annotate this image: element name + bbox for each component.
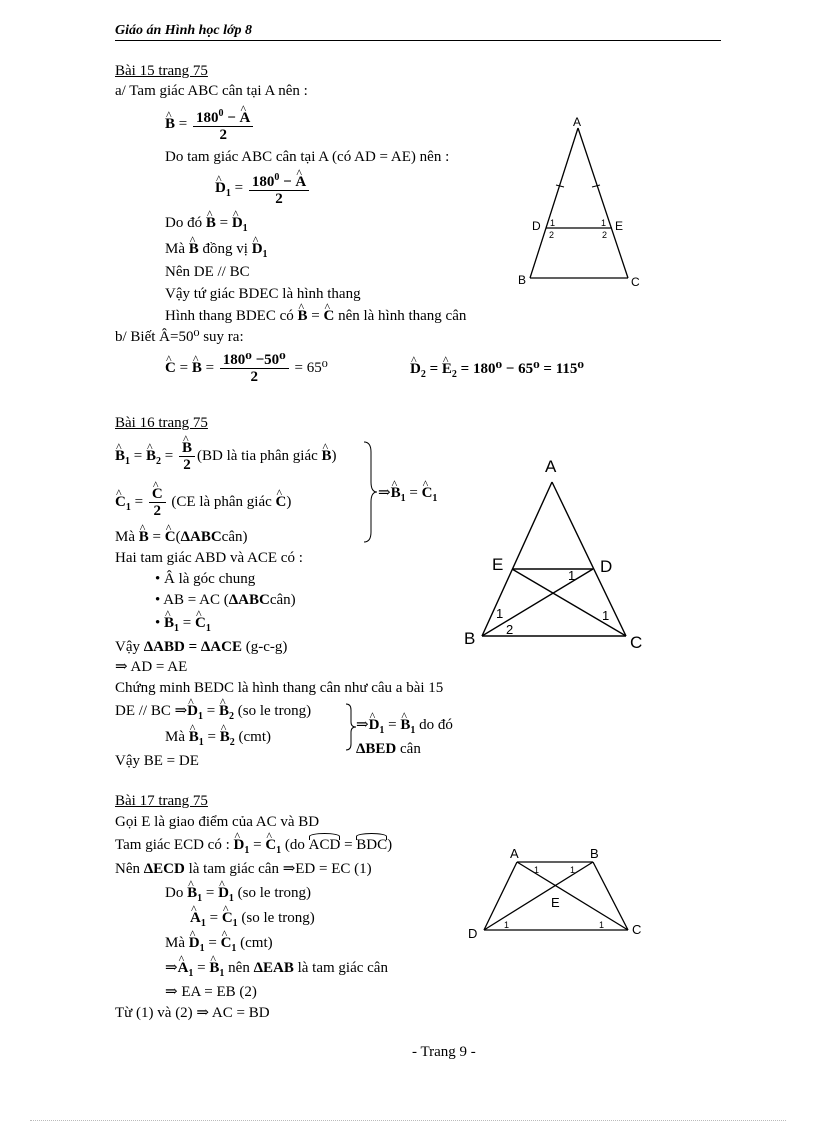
label-C: C (631, 275, 640, 289)
bai15-line8: Vậy tứ giác BDEC là hình thang (165, 286, 361, 302)
bai16-l3a: Mà (115, 529, 135, 545)
bai15-calc2-text: = 180⁰ − 65⁰ = 115⁰ (460, 361, 584, 377)
bai15-calc1-num: 180⁰ −50⁰ (220, 352, 289, 369)
label-D: D (600, 557, 613, 576)
label-A: A (545, 457, 557, 476)
bai16-line2: ^ $C_1$ = ^ $\frac{C}{2}$ (CE là phân giác ^ C) (115, 486, 291, 519)
bai15-line3: Do tam giác ABC cân tại A (có AD = AE) nên : (165, 149, 450, 165)
bai16-l7a: Vậy (115, 639, 140, 655)
label-B: B (464, 629, 476, 648)
label-E: E (615, 219, 624, 233)
bai17-l4a: Do (165, 885, 184, 901)
bai16-line7 (115, 638, 287, 656)
label-B: B (518, 273, 527, 287)
angle-E1: 1 (601, 218, 607, 228)
bai16-b2tri: ΔABC (228, 592, 270, 608)
bai17-l7tri: ΔEAB (253, 960, 294, 976)
arc-ACD: ACD (308, 837, 341, 853)
bai16-b2b: cân) (269, 592, 296, 608)
bai17-l7c: là tam giác cân (297, 960, 388, 976)
bai17-line2: Tam giác ECD có : ^ $D_1$ = ^ $C_1$ (do ACD = BDC) (115, 836, 392, 860)
angle-C1: 1 (599, 920, 605, 930)
bai15-title: Bài 15 trang 75 (115, 63, 208, 79)
segment-BD (482, 569, 593, 636)
bai16-line8: ⇒ AD = AE (115, 659, 188, 675)
bai16-brace2-result2 (356, 740, 421, 758)
bai17-line5: ^ $A_1$ = ^ $C_1$ (so le trong) (190, 909, 315, 933)
bai16-l7b: (g-c-g) (245, 639, 288, 655)
side-AC (552, 482, 626, 636)
bai16-l2-text: (CE là phân giác (171, 493, 272, 510)
bai16-line11: Mà ^ $B_1$ = ^ $B_2$ (cmt) (165, 728, 271, 752)
bai15-calc1-res: = 65⁰ (294, 359, 328, 376)
angle-D2: 2 (549, 230, 555, 240)
bai16-l11a: Mà (165, 729, 185, 745)
bai17-l3tri: ΔECD (143, 861, 185, 877)
bai16-line4: Hai tam giác ABD và ACE có : (115, 550, 303, 566)
bai15-l9a: Hình thang BDEC có (165, 308, 294, 324)
bai16-line10: DE // BC ⇒^ $D_1$ = ^ $B_2$ (so le trong) (115, 702, 311, 726)
label-A: A (510, 846, 519, 861)
angle-B2: 2 (506, 622, 514, 637)
bai16-figure (460, 452, 660, 652)
bai17-l7b: nên (228, 960, 250, 976)
bai16-l3-tri: ΔABC (180, 529, 222, 545)
bai15-formula-D1: ^ $D_1$ = $\frac{180^0 - \^{} A}{2}$ (215, 170, 311, 207)
bai16-bullet3: • ^ $B_1$ = ^ $C_1$ (155, 614, 211, 638)
label-E: E (492, 555, 504, 574)
bai17-l5b: (so le trong) (241, 910, 315, 926)
bai16-l7tri: ΔABD = ΔACE (143, 639, 242, 655)
bai17-title: Bài 17 trang 75 (115, 793, 208, 809)
tick-AE (592, 185, 600, 187)
bai16-brace2-result: ⇒^ $D_1$ = ^ $B_1$ do đó (356, 716, 453, 740)
label-B: B (590, 846, 599, 861)
bai15-calc2: ^ $D_2$ = ^ $E_2 = 180^0 - 65^0 = 115^0$ (410, 360, 584, 384)
bai17-line1: Gọi E là giao điểm của AC và BD (115, 814, 320, 830)
label-D: D (532, 219, 541, 233)
bai17-line9: Từ (1) và (2) ⇒ AC = BD (115, 1005, 270, 1021)
bai16-l11can: cân (400, 741, 421, 757)
label-A: A (573, 115, 582, 129)
bai17-line7: ⇒^ $A_1$ = ^ $B_1$ nên ΔEAB là tam giác cân (165, 959, 388, 983)
bai17-line4: Do ^ $B_1$ = ^ $D_1$ (so le trong) (165, 884, 311, 908)
label-C: C (632, 922, 642, 937)
page-bottom-rule (30, 1120, 786, 1121)
bai17-l6a: Mà (165, 935, 185, 951)
bai16-line9: Chứng minh BEDC là hình thang cân như câu a bài 15 (115, 680, 444, 696)
bai16-l1-text: (BD là tia phân giác (196, 447, 318, 464)
bai17-l6b: (cmt) (240, 935, 273, 951)
bai16-brace-result: ⇒^ $B_1$ = ^ $C_1$ (378, 484, 437, 508)
angle-D1: 1 (568, 568, 576, 583)
bai15-line7: Nên DE // BC (165, 264, 250, 280)
bai15-formula-B: ^ B = $\frac{180^0 - \^{} A}{2}$ (165, 106, 255, 143)
bai17-l3a: Nên (115, 861, 140, 877)
bai15-line10: b/ Biết Â=50⁰ suy ra: (115, 329, 244, 345)
bai16-b1: Â là góc chung (164, 571, 256, 587)
label-E: E (551, 895, 560, 910)
bai15-l6a: Mà (165, 241, 185, 257)
bai15-l5-text: Do đó (165, 215, 203, 231)
bai16-l10a: DE // BC ⇒ (115, 703, 188, 719)
label-C: C (630, 633, 643, 652)
bai17-figure (462, 842, 662, 942)
bai17-line3 (115, 860, 372, 878)
bai16-title: Bài 16 trang 75 (115, 415, 208, 431)
angle-E2: 2 (602, 230, 608, 240)
bai15-l9b: nên là hình thang cân (338, 308, 467, 324)
side-AC (578, 128, 628, 278)
angle-C1: 1 (602, 608, 610, 623)
bai15-l6b: đồng vị (202, 241, 248, 257)
angle-B1: 1 (570, 865, 576, 875)
bai16-line12: Vậy BE = DE (115, 753, 199, 769)
bai16-line1: ^ $B_1$ = ^ $B_2$ = ^ $\frac{B}{2}$ (BD là tia phân giác ^ B) (115, 440, 337, 473)
bai15-figure (500, 110, 660, 295)
bai16-bullet2: • AB = AC (ΔABCcân) (155, 592, 296, 608)
bai16-bullet1: • Â là góc chung (155, 571, 256, 587)
bai16-l11r: do đó (419, 717, 453, 733)
page-header: Giáo án Hình học lớp 8 (115, 23, 253, 38)
bai15-line1: a/ Tam giác ABC cân tại A nên : (115, 83, 308, 99)
header-rule (115, 40, 721, 41)
bai16-l10b: (so le trong) (237, 703, 312, 719)
arc-BDC: BDC (356, 837, 388, 853)
bai15-line5: Do đó ^ B = ^ $D_1$ (165, 214, 248, 238)
bai15-line6: Mà ^ B đồng vị ^ $D_1$ (165, 240, 268, 264)
bai17-line8: ⇒ EA = EB (2) (165, 984, 257, 1000)
bai16-b2a: AB = AC ( (163, 592, 229, 608)
bai16-brace-right (362, 440, 378, 544)
angle-A1: 1 (534, 865, 540, 875)
side-AB (530, 128, 578, 278)
bai16-l11tri: ΔBED (356, 741, 397, 757)
bai17-l2b: (do (284, 837, 305, 853)
bai17-l4b: (so le trong) (237, 885, 311, 901)
bai17-l2a: Tam giác ECD có : (115, 837, 230, 853)
angle-D1: 1 (550, 218, 556, 228)
bai16-line3: Mà ^ B = ^ C(ΔABCcân) (115, 528, 247, 546)
bai17-l3b: là tam giác cân ⇒ED = EC (1) (188, 861, 372, 877)
label-D: D (468, 926, 478, 941)
bai16-l3b: cân) (221, 529, 248, 545)
bai15-calc1: ^ C = ^ B = $\frac{\text{180⁰ −50⁰}}{2}$ = 65⁰ (165, 352, 328, 385)
bai17-line6: Mà ^ $D_1$ = ^ $C_1$ (cmt) (165, 934, 273, 958)
angle-B1: 1 (496, 606, 504, 621)
bai15-line9: Hình thang BDEC có ^ B = ^ C nên là hình thang cân (165, 307, 466, 325)
page-footer: - Trang 9 - (412, 1044, 476, 1060)
angle-D1: 1 (504, 920, 510, 930)
bai16-l11b: (cmt) (238, 729, 271, 745)
